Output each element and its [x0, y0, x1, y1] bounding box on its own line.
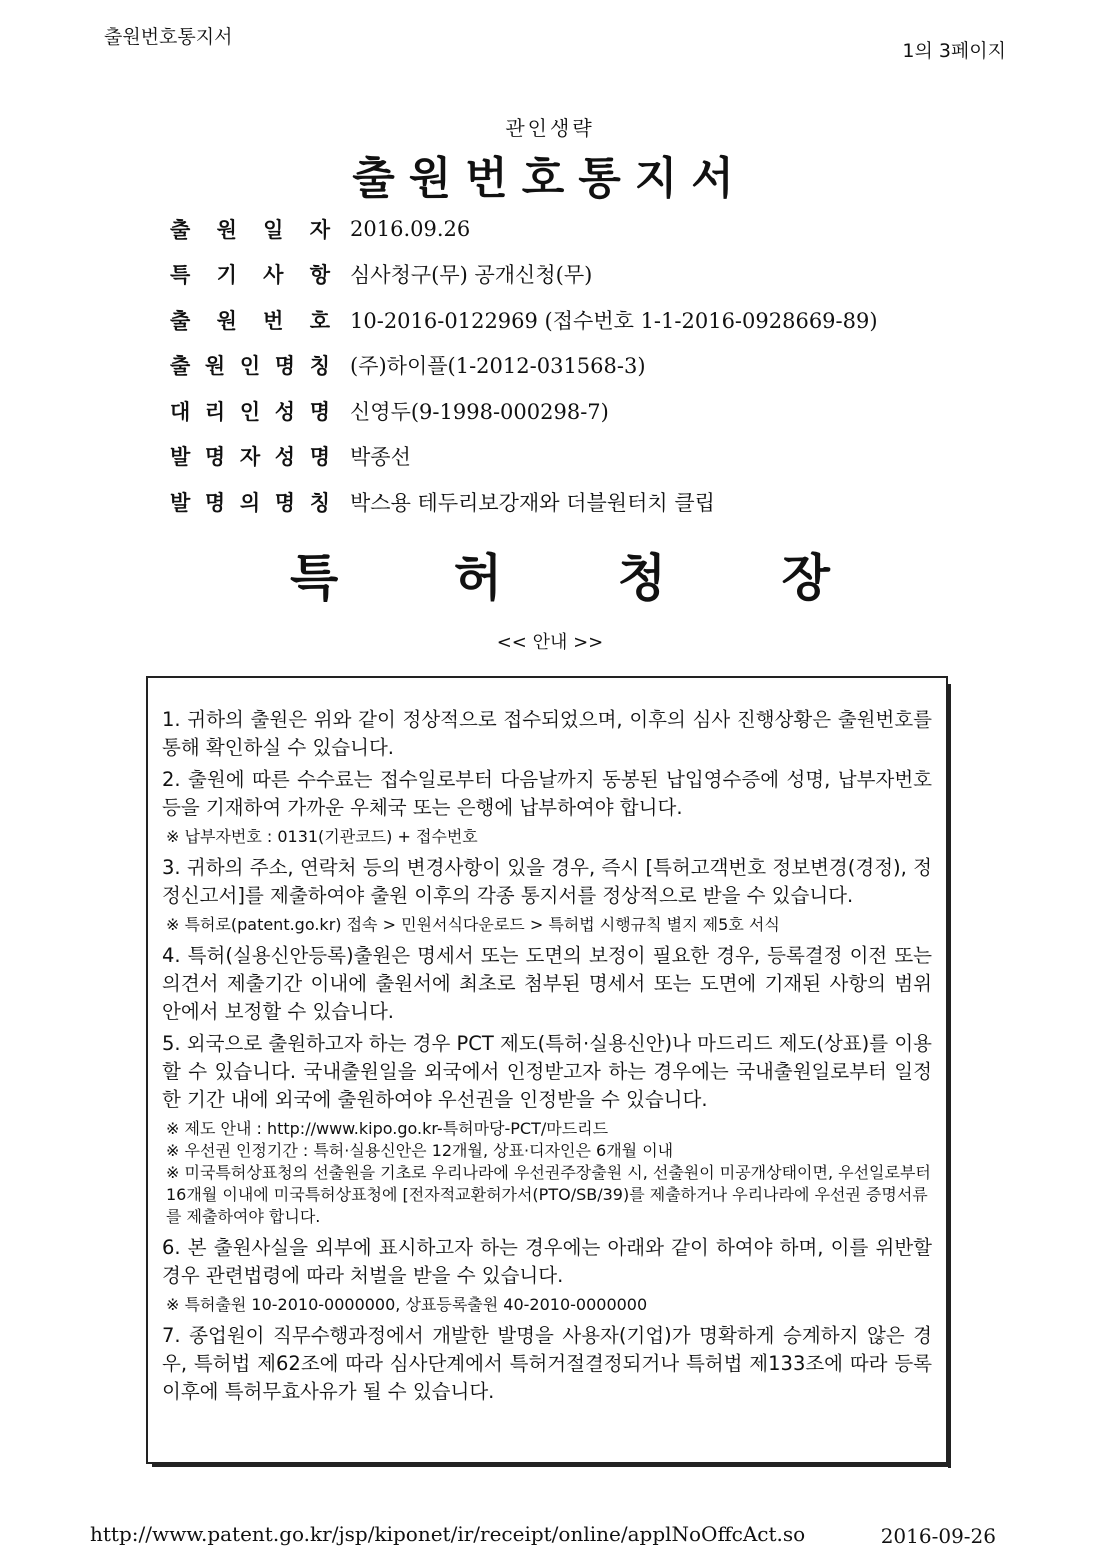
- field-value: (주)하이플(1-2012-031568-3): [350, 354, 646, 379]
- label-char: 칭: [309, 490, 330, 515]
- label-char: 특: [170, 263, 191, 288]
- label-char: 원: [216, 308, 237, 333]
- label-char: 의: [239, 490, 261, 515]
- document-title: 출원번호통지서: [352, 153, 748, 204]
- header-doc-name: 출원번호통지서: [104, 26, 233, 48]
- label-char: 번: [263, 308, 284, 333]
- field-application-number: [170, 297, 1030, 343]
- label-char: 허: [453, 549, 503, 607]
- field-label: [170, 214, 330, 244]
- issuing-authority: [290, 538, 830, 610]
- label-char: 인: [239, 354, 261, 379]
- notice-item-5-note-1: ※ 제도 안내 : http://www.kipo.go.kr-특허마당-PCT/마드리드: [166, 1119, 609, 1138]
- field-applicant-name: [170, 343, 1030, 389]
- label-char: 발: [170, 445, 191, 470]
- guide-heading: << 안내 >>: [496, 632, 604, 653]
- field-agent-name: [170, 388, 1030, 434]
- label-char: 칭: [309, 354, 330, 379]
- notice-item-2-note: ※ 납부자번호 : 0131(기관코드) + 접수번호: [166, 827, 478, 846]
- label-char: 장: [781, 549, 830, 607]
- field-special-notes: [170, 252, 1030, 298]
- field-application-date: [170, 206, 1030, 252]
- label-char: 명: [274, 490, 296, 515]
- notice-item-7: 7. 종업원이 직무수행과정에서 개발한 발명을 사용자(기업)가 명확하게 승계하지 않은 경우, 특허법 제62조에 따라 심사단계에서 특허거절결정되거나 특허법 제133조에 따라 등록이후에 특허무효사유가 될 수 있습니다.: [162, 1324, 932, 1403]
- label-char: 명: [204, 490, 226, 515]
- label-char: 원: [204, 354, 226, 379]
- notice-item-1: 1. 귀하의 출원은 위와 같이 정상적으로 접수되었으며, 이후의 심사 진행상황은 출원번호를 통해 확인하실 수 있습니다.: [162, 708, 932, 759]
- label-char: 대: [170, 399, 191, 424]
- notice-box-shadow-right: [948, 684, 951, 1468]
- label-char: 기: [216, 263, 237, 288]
- field-label: [170, 259, 330, 289]
- header-page-info: 1의 3페이지: [902, 40, 1006, 62]
- label-char: 청: [617, 549, 667, 607]
- notice-item-5: 5. 외국으로 출원하고자 하는 경우 PCT 제도(특허·실용신안)나 마드리드 제도(상표)를 이용할 수 있습니다. 국내출원일을 외국에서 인정받고자 하는 경우에는 국내출원일로부터 일정한 기간 내에 외국에 출원하여야 우선권을 인정받을 수 있습니다.: [162, 1032, 932, 1111]
- label-char: 성: [274, 399, 296, 424]
- notice-item-4: 4. 특허(실용신안등록)출원은 명세서 또는 도면의 보정이 필요한 경우, 등록결정 이전 또는 의견서 제출기간 이내에 출원서에 최초로 첨부된 명세서 또는 도면에 기재된 사항의 범위 안에서 보정할 수 있습니다.: [162, 944, 932, 1023]
- notice-item-3: 3. 귀하의 주소, 연락처 등의 변경사항이 있을 경우, 즉시 [특허고객번호 정보변경(경정), 정정신고서]를 제출하여야 출원 이후의 각종 통지서를 정상적으로 받을 수 있습니다.: [162, 856, 932, 907]
- label-char: 원: [216, 217, 237, 242]
- field-value: 박스용 테두리보강재와 더블원터치 클립: [350, 490, 715, 515]
- label-char: 일: [263, 217, 284, 242]
- label-char: 호: [309, 308, 330, 333]
- field-inventor-name: [170, 434, 1030, 480]
- seal-omitted-text: 관인생략: [505, 116, 595, 140]
- label-char: 특: [290, 549, 339, 607]
- label-char: 자: [239, 445, 261, 470]
- notice-item-6-note: ※ 특허출원 10-2010-0000000, 상표등록출원 40-2010-0000000: [166, 1295, 648, 1314]
- label-char: 리: [204, 399, 226, 424]
- notice-box-shadow-bottom: [152, 1464, 951, 1467]
- field-value: 박종선: [350, 445, 411, 470]
- label-char: 명: [204, 445, 226, 470]
- notice-item-6: 6. 본 출원사실을 외부에 표시하고자 하는 경우에는 아래와 같이 하여야 하며, 이를 위반할 경우 관련법령에 따라 처벌을 받을 수 있습니다.: [162, 1236, 932, 1287]
- notice-box: [146, 676, 948, 1464]
- field-value: 10-2016-0122969 (접수번호 1-1-2016-0928669-89): [350, 308, 878, 333]
- field-value: 신영두(9-1998-000298-7): [350, 399, 609, 424]
- field-label: [170, 350, 330, 380]
- notice-item-2: 2. 출원에 따른 수수료는 접수일로부터 다음날까지 동봉된 납입영수증에 성명, 납부자번호 등을 기재하여 가까운 우체국 또는 은행에 납부하여야 합니다.: [162, 768, 932, 819]
- field-invention-title: [170, 479, 1030, 525]
- label-char: 성: [274, 445, 296, 470]
- label-char: 출: [170, 308, 191, 333]
- label-char: 사: [263, 263, 284, 288]
- field-label: [170, 441, 330, 471]
- footer-url: http://www.patent.go.kr/jsp/kiponet/ir/receipt/online/applNoOffcAct.so: [90, 1522, 806, 1546]
- field-value: 2016.09.26: [350, 216, 471, 241]
- label-char: 항: [309, 263, 330, 288]
- field-label: [170, 487, 330, 517]
- label-char: 명: [309, 399, 330, 424]
- label-char: 발: [170, 490, 191, 515]
- notice-item-3-note: ※ 특허로(patent.go.kr) 접속 > 민원서식다운로드 > 특허법 시행규칙 별지 제5호 서식: [166, 915, 780, 934]
- label-char: 명: [274, 354, 296, 379]
- footer-date: 2016-09-26: [880, 1524, 996, 1548]
- notice-item-5-note-2: ※ 우선권 인정기간 : 특허·실용신안은 12개월, 상표·디자인은 6개월 이내: [166, 1141, 674, 1160]
- field-label: [170, 305, 330, 335]
- field-value: 심사청구(무) 공개신청(무): [350, 263, 593, 288]
- label-char: 자: [309, 217, 330, 242]
- label-char: 출: [170, 217, 191, 242]
- label-char: 인: [239, 399, 261, 424]
- application-fields: [170, 206, 1030, 525]
- field-label: [170, 396, 330, 426]
- label-char: 출: [170, 354, 191, 379]
- label-char: 명: [309, 445, 330, 470]
- notice-item-5-note-3: ※ 미국특허상표청의 선출원을 기초로 우리나라에 우선권주장출원 시, 선출원이 미공개상태이면, 우선일로부터 16개월 이내에 미국특허상표청에 [전자적교환허가서(PTO/SB/39)를 제출하거나 우리나라에 우선권 증명서류를 제출하여야 합니다.: [166, 1163, 931, 1226]
